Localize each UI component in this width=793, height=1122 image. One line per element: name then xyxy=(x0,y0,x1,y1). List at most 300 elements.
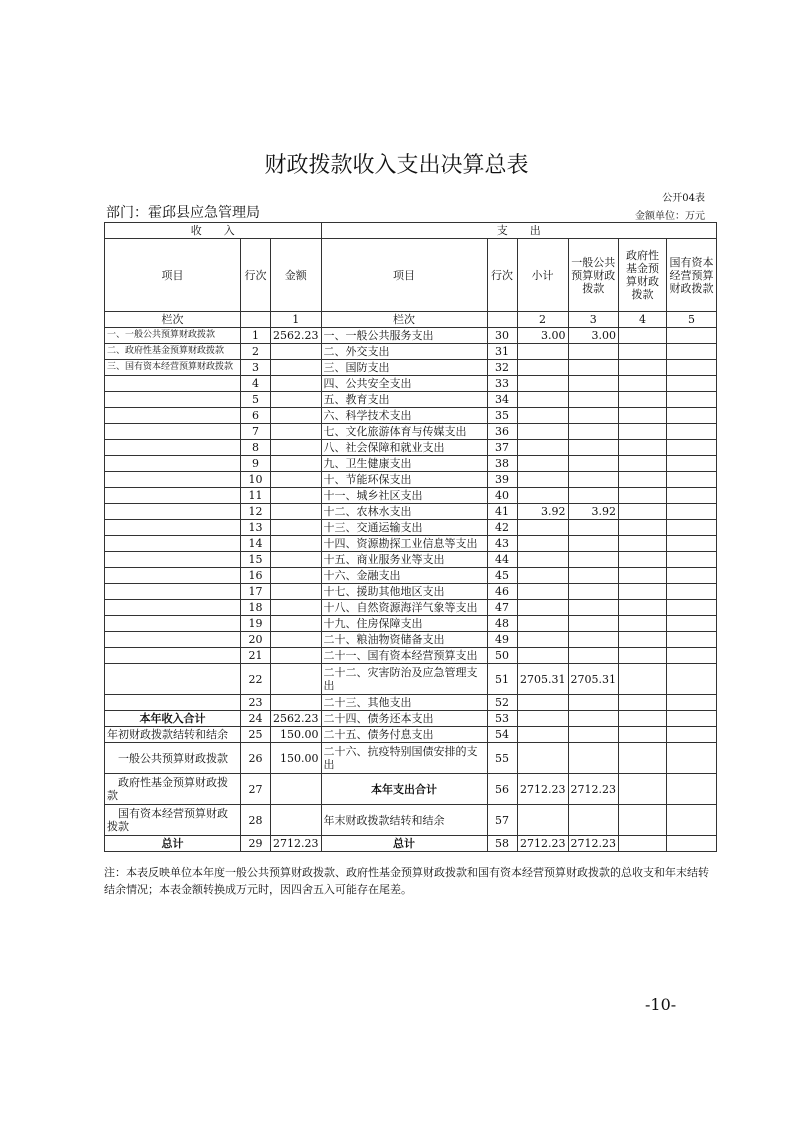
fund-budget xyxy=(619,568,667,584)
lanci-expense: 栏次 xyxy=(321,312,487,328)
income-row-no: 17 xyxy=(241,584,271,600)
form-code: 公开04表 xyxy=(662,193,705,204)
fund-budget xyxy=(619,408,667,424)
expense-row-no: 42 xyxy=(487,520,517,536)
income-amount xyxy=(271,392,322,408)
general-budget xyxy=(568,743,619,774)
expense-row-no: 35 xyxy=(487,408,517,424)
fund-budget xyxy=(619,488,667,504)
general-budget xyxy=(568,520,619,536)
expense-item: 二十五、债务付息支出 xyxy=(321,727,487,743)
income-row-no: 20 xyxy=(241,632,271,648)
income-amount xyxy=(271,440,322,456)
income-amount xyxy=(271,360,322,376)
state-capital xyxy=(667,743,717,774)
income-row-no: 29 xyxy=(241,836,271,852)
income-item xyxy=(105,472,241,488)
state-capital xyxy=(667,424,717,440)
fund-budget xyxy=(619,695,667,711)
expense-item: 二十、粮油物资储备支出 xyxy=(321,632,487,648)
fund-budget xyxy=(619,600,667,616)
footnote: 注：本表反映单位本年度一般公共预算财政拨款、政府性基金预算财政拨款和国有资本经营预算财政拨款的总收支和年末结转结余情况；本表金额转换成万元时，因四舍五入可能存在尾差。 xyxy=(104,866,709,896)
fund-budget xyxy=(619,664,667,695)
income-row-no: 7 xyxy=(241,424,271,440)
income-item xyxy=(105,536,241,552)
table-row xyxy=(105,632,717,648)
expense-item: 十八、自然资源海洋气象等支出 xyxy=(321,600,487,616)
income-amount xyxy=(271,456,322,472)
income-row-no: 27 xyxy=(241,774,271,805)
subtotal xyxy=(517,632,568,648)
income-row-no: 22 xyxy=(241,664,271,695)
state-capital xyxy=(667,695,717,711)
income-row-no: 26 xyxy=(241,743,271,774)
state-capital xyxy=(667,600,717,616)
expense-item: 二十三、其他支出 xyxy=(321,695,487,711)
expense-row-no: 46 xyxy=(487,584,517,600)
expense-row-no: 39 xyxy=(487,472,517,488)
general-budget xyxy=(568,440,619,456)
income-item: 三、国有资本经营预算财政拨款 xyxy=(105,360,241,376)
expense-row-no: 37 xyxy=(487,440,517,456)
income-amount xyxy=(271,616,322,632)
expense-item: 二十二、灾害防治及应急管理支出 xyxy=(321,664,487,695)
table-row xyxy=(105,664,717,695)
expense-header: 支 出 xyxy=(321,223,717,239)
expense-item: 总计 xyxy=(321,836,487,852)
expense-row-no: 51 xyxy=(487,664,517,695)
table-row xyxy=(105,600,717,616)
subtotal xyxy=(517,440,568,456)
table-row xyxy=(105,488,717,504)
expense-row-no: 49 xyxy=(487,632,517,648)
general-budget xyxy=(568,648,619,664)
state-capital xyxy=(667,568,717,584)
fund-budget xyxy=(619,360,667,376)
state-capital xyxy=(667,360,717,376)
expense-item: 六、科学技术支出 xyxy=(321,408,487,424)
general-budget: 3.00 xyxy=(568,328,619,344)
expense-row-no: 44 xyxy=(487,552,517,568)
state-capital xyxy=(667,504,717,520)
subtotal: 2712.23 xyxy=(517,774,568,805)
state-capital xyxy=(667,711,717,727)
col-num-4: 4 xyxy=(619,312,667,328)
table-row xyxy=(105,648,717,664)
subtotal xyxy=(517,727,568,743)
table-row xyxy=(105,456,717,472)
table-row xyxy=(105,376,717,392)
subtotal xyxy=(517,408,568,424)
table-row xyxy=(105,360,717,376)
income-row-no: 19 xyxy=(241,616,271,632)
table-row xyxy=(105,408,717,424)
state-capital xyxy=(667,632,717,648)
income-amount xyxy=(271,488,322,504)
general-budget xyxy=(568,695,619,711)
general-budget xyxy=(568,805,619,836)
page-number: -10- xyxy=(645,995,677,1014)
income-row-no: 23 xyxy=(241,695,271,711)
income-item: 总计 xyxy=(105,836,241,852)
general-budget: 2712.23 xyxy=(568,836,619,852)
fund-budget xyxy=(619,743,667,774)
fund-budget xyxy=(619,711,667,727)
general-budget xyxy=(568,376,619,392)
table-row xyxy=(105,424,717,440)
fund-budget xyxy=(619,520,667,536)
fund-budget xyxy=(619,440,667,456)
general-budget xyxy=(568,568,619,584)
income-row-no: 2 xyxy=(241,344,271,360)
general-budget xyxy=(568,600,619,616)
subtotal xyxy=(517,520,568,536)
income-item xyxy=(105,456,241,472)
general-budget xyxy=(568,472,619,488)
income-amount: 2562.23 xyxy=(271,711,322,727)
income-amount xyxy=(271,584,322,600)
subtotal: 3.00 xyxy=(517,328,568,344)
income-amount: 2712.23 xyxy=(271,836,322,852)
expense-item: 十七、援助其他地区支出 xyxy=(321,584,487,600)
expense-row-no: 38 xyxy=(487,456,517,472)
expense-item: 十四、资源勘探工业信息等支出 xyxy=(321,536,487,552)
income-row-no: 6 xyxy=(241,408,271,424)
income-row-no: 12 xyxy=(241,504,271,520)
subtotal xyxy=(517,424,568,440)
subtotal xyxy=(517,488,568,504)
income-amount xyxy=(271,600,322,616)
income-row-no: 5 xyxy=(241,392,271,408)
general-budget xyxy=(568,456,619,472)
expense-row-no: 30 xyxy=(487,328,517,344)
expense-row-no: 41 xyxy=(487,504,517,520)
general-budget xyxy=(568,344,619,360)
fund-budget xyxy=(619,328,667,344)
expense-row-no: 40 xyxy=(487,488,517,504)
expense-item: 二、外交支出 xyxy=(321,344,487,360)
state-capital xyxy=(667,536,717,552)
state-capital xyxy=(667,440,717,456)
table-row xyxy=(105,727,717,743)
table-row xyxy=(105,616,717,632)
expense-row-no: 33 xyxy=(487,376,517,392)
income-item xyxy=(105,632,241,648)
income-item: 一、一般公共预算财政拨款 xyxy=(105,328,241,344)
expense-item: 七、文化旅游体育与传媒支出 xyxy=(321,424,487,440)
lanci-income: 栏次 xyxy=(105,312,241,328)
expense-row-no: 34 xyxy=(487,392,517,408)
table-row xyxy=(105,568,717,584)
general-budget xyxy=(568,616,619,632)
state-capital xyxy=(667,456,717,472)
subtotal xyxy=(517,360,568,376)
income-row-no: 24 xyxy=(241,711,271,727)
table-row xyxy=(105,695,717,711)
table-row xyxy=(105,584,717,600)
table-row xyxy=(105,805,717,836)
income-item xyxy=(105,424,241,440)
income-item xyxy=(105,392,241,408)
general-budget: 3.92 xyxy=(568,504,619,520)
income-item xyxy=(105,664,241,695)
income-item xyxy=(105,568,241,584)
table-row xyxy=(105,711,717,727)
expense-item: 十二、农林水支出 xyxy=(321,504,487,520)
general-budget xyxy=(568,536,619,552)
income-row-no: 11 xyxy=(241,488,271,504)
income-row-no: 18 xyxy=(241,600,271,616)
income-item xyxy=(105,600,241,616)
income-item: 国有资本经营预算财政拨款 xyxy=(105,805,241,836)
col-subtotal: 小计 xyxy=(517,239,568,312)
table-row xyxy=(105,743,717,774)
income-item xyxy=(105,520,241,536)
col-num-3: 3 xyxy=(568,312,619,328)
income-amount xyxy=(271,632,322,648)
expense-row-no: 55 xyxy=(487,743,517,774)
fund-budget xyxy=(619,616,667,632)
subtotal xyxy=(517,711,568,727)
expense-row-no: 45 xyxy=(487,568,517,584)
general-budget xyxy=(568,552,619,568)
expense-row-no: 50 xyxy=(487,648,517,664)
expense-row-no: 31 xyxy=(487,344,517,360)
general-budget xyxy=(568,632,619,648)
expense-row-no: 53 xyxy=(487,711,517,727)
fund-budget xyxy=(619,392,667,408)
expense-item: 十九、住房保障支出 xyxy=(321,616,487,632)
state-capital xyxy=(667,727,717,743)
income-amount xyxy=(271,648,322,664)
subtotal xyxy=(517,568,568,584)
subtotal xyxy=(517,584,568,600)
col-state: 国有资本经营预算财政拨款 xyxy=(667,239,717,312)
state-capital xyxy=(667,584,717,600)
state-capital xyxy=(667,664,717,695)
expense-item: 十、节能环保支出 xyxy=(321,472,487,488)
subtotal: 3.92 xyxy=(517,504,568,520)
general-budget xyxy=(568,711,619,727)
expense-row-no: 32 xyxy=(487,360,517,376)
state-capital xyxy=(667,392,717,408)
income-amount xyxy=(271,695,322,711)
income-row-no: 9 xyxy=(241,456,271,472)
income-amount xyxy=(271,568,322,584)
income-row-no: 8 xyxy=(241,440,271,456)
subtotal xyxy=(517,392,568,408)
general-budget xyxy=(568,392,619,408)
general-budget: 2705.31 xyxy=(568,664,619,695)
col-num-5: 5 xyxy=(667,312,717,328)
fund-budget xyxy=(619,584,667,600)
income-amount xyxy=(271,376,322,392)
col-income-item: 项目 xyxy=(105,239,241,312)
income-item xyxy=(105,488,241,504)
income-item: 一般公共预算财政拨款 xyxy=(105,743,241,774)
income-amount: 2562.23 xyxy=(271,328,322,344)
income-item: 年初财政拨款结转和结余 xyxy=(105,727,241,743)
state-capital xyxy=(667,488,717,504)
amount-unit: 金额单位：万元 xyxy=(635,211,705,222)
income-item: 二、政府性基金预算财政拨款 xyxy=(105,344,241,360)
income-item xyxy=(105,616,241,632)
fund-budget xyxy=(619,836,667,852)
table-row xyxy=(105,344,717,360)
income-row-no: 1 xyxy=(241,328,271,344)
table-row xyxy=(105,440,717,456)
expense-row-no: 57 xyxy=(487,805,517,836)
income-header: 收 入 xyxy=(105,223,322,239)
state-capital xyxy=(667,552,717,568)
fund-budget xyxy=(619,536,667,552)
expense-item: 九、卫生健康支出 xyxy=(321,456,487,472)
expense-item: 十五、商业服务业等支出 xyxy=(321,552,487,568)
state-capital xyxy=(667,520,717,536)
department: 部门：霍邱县应急管理局 xyxy=(106,205,260,221)
state-capital xyxy=(667,805,717,836)
subtotal xyxy=(517,805,568,836)
expense-row-no: 48 xyxy=(487,616,517,632)
expense-item: 十一、城乡社区支出 xyxy=(321,488,487,504)
table-row xyxy=(105,328,717,344)
income-amount xyxy=(271,552,322,568)
subtotal xyxy=(517,600,568,616)
expense-row-no: 54 xyxy=(487,727,517,743)
income-amount: 150.00 xyxy=(271,727,322,743)
fund-budget xyxy=(619,648,667,664)
income-item xyxy=(105,695,241,711)
income-item: 政府性基金预算财政拨款 xyxy=(105,774,241,805)
income-item xyxy=(105,552,241,568)
subtotal xyxy=(517,648,568,664)
income-amount xyxy=(271,424,322,440)
subtotal xyxy=(517,376,568,392)
income-item xyxy=(105,408,241,424)
income-row-no: 14 xyxy=(241,536,271,552)
state-capital xyxy=(667,328,717,344)
expense-row-no: 56 xyxy=(487,774,517,805)
page-title: 财政拨款收入支出决算总表 xyxy=(264,153,529,178)
subtotal xyxy=(517,344,568,360)
subtotal: 2705.31 xyxy=(517,664,568,695)
income-row-no: 13 xyxy=(241,520,271,536)
income-amount xyxy=(271,408,322,424)
general-budget xyxy=(568,424,619,440)
table-row xyxy=(105,504,717,520)
general-budget xyxy=(568,488,619,504)
state-capital xyxy=(667,774,717,805)
expense-item: 二十四、债务还本支出 xyxy=(321,711,487,727)
col-fund: 政府性基金预算财政拨款 xyxy=(619,239,667,312)
subtotal xyxy=(517,536,568,552)
fund-budget xyxy=(619,472,667,488)
state-capital xyxy=(667,408,717,424)
income-amount xyxy=(271,504,322,520)
fund-budget xyxy=(619,504,667,520)
subtotal xyxy=(517,616,568,632)
expense-row-no: 52 xyxy=(487,695,517,711)
income-row-no: 25 xyxy=(241,727,271,743)
col-income-amount: 金额 xyxy=(271,239,322,312)
expense-row-no: 36 xyxy=(487,424,517,440)
expense-item: 十三、交通运输支出 xyxy=(321,520,487,536)
subtotal xyxy=(517,552,568,568)
expense-item: 一、一般公共服务支出 xyxy=(321,328,487,344)
fiscal-summary-table xyxy=(104,222,717,852)
income-amount xyxy=(271,520,322,536)
expense-item: 五、教育支出 xyxy=(321,392,487,408)
income-item xyxy=(105,648,241,664)
table-row xyxy=(105,552,717,568)
income-amount xyxy=(271,344,322,360)
col-num-2: 2 xyxy=(517,312,568,328)
income-amount xyxy=(271,536,322,552)
state-capital xyxy=(667,376,717,392)
table-row xyxy=(105,774,717,805)
general-budget xyxy=(568,360,619,376)
expense-item: 八、社会保障和就业支出 xyxy=(321,440,487,456)
income-item xyxy=(105,376,241,392)
income-item xyxy=(105,584,241,600)
table-row xyxy=(105,836,717,852)
fund-budget xyxy=(619,774,667,805)
income-amount xyxy=(271,472,322,488)
income-amount: 150.00 xyxy=(271,743,322,774)
income-row-no: 3 xyxy=(241,360,271,376)
income-row-no: 21 xyxy=(241,648,271,664)
expense-item: 二十六、抗疫特别国债安排的支出 xyxy=(321,743,487,774)
general-budget xyxy=(568,727,619,743)
col-general: 一般公共预算财政拨款 xyxy=(568,239,619,312)
expense-item: 二十一、国有资本经营预算支出 xyxy=(321,648,487,664)
subtotal xyxy=(517,472,568,488)
col-income-row: 行次 xyxy=(241,239,271,312)
income-amount xyxy=(271,664,322,695)
state-capital xyxy=(667,344,717,360)
state-capital xyxy=(667,836,717,852)
expense-item: 三、国防支出 xyxy=(321,360,487,376)
fund-budget xyxy=(619,376,667,392)
expense-row-no: 43 xyxy=(487,536,517,552)
income-amount xyxy=(271,805,322,836)
income-row-no: 16 xyxy=(241,568,271,584)
state-capital xyxy=(667,648,717,664)
fund-budget xyxy=(619,344,667,360)
income-item: 本年收入合计 xyxy=(105,711,241,727)
fund-budget xyxy=(619,552,667,568)
col-expense-item: 项目 xyxy=(321,239,487,312)
table-row xyxy=(105,520,717,536)
fund-budget xyxy=(619,456,667,472)
expense-row-no: 47 xyxy=(487,600,517,616)
expense-row-no: 58 xyxy=(487,836,517,852)
col-num-1: 1 xyxy=(271,312,322,328)
fund-budget xyxy=(619,805,667,836)
subtotal xyxy=(517,695,568,711)
income-item xyxy=(105,440,241,456)
income-row-no: 28 xyxy=(241,805,271,836)
expense-item: 本年支出合计 xyxy=(321,774,487,805)
subtotal xyxy=(517,743,568,774)
income-row-no: 10 xyxy=(241,472,271,488)
general-budget: 2712.23 xyxy=(568,774,619,805)
general-budget xyxy=(568,584,619,600)
fund-budget xyxy=(619,424,667,440)
expense-item: 四、公共安全支出 xyxy=(321,376,487,392)
subtotal: 2712.23 xyxy=(517,836,568,852)
state-capital xyxy=(667,616,717,632)
